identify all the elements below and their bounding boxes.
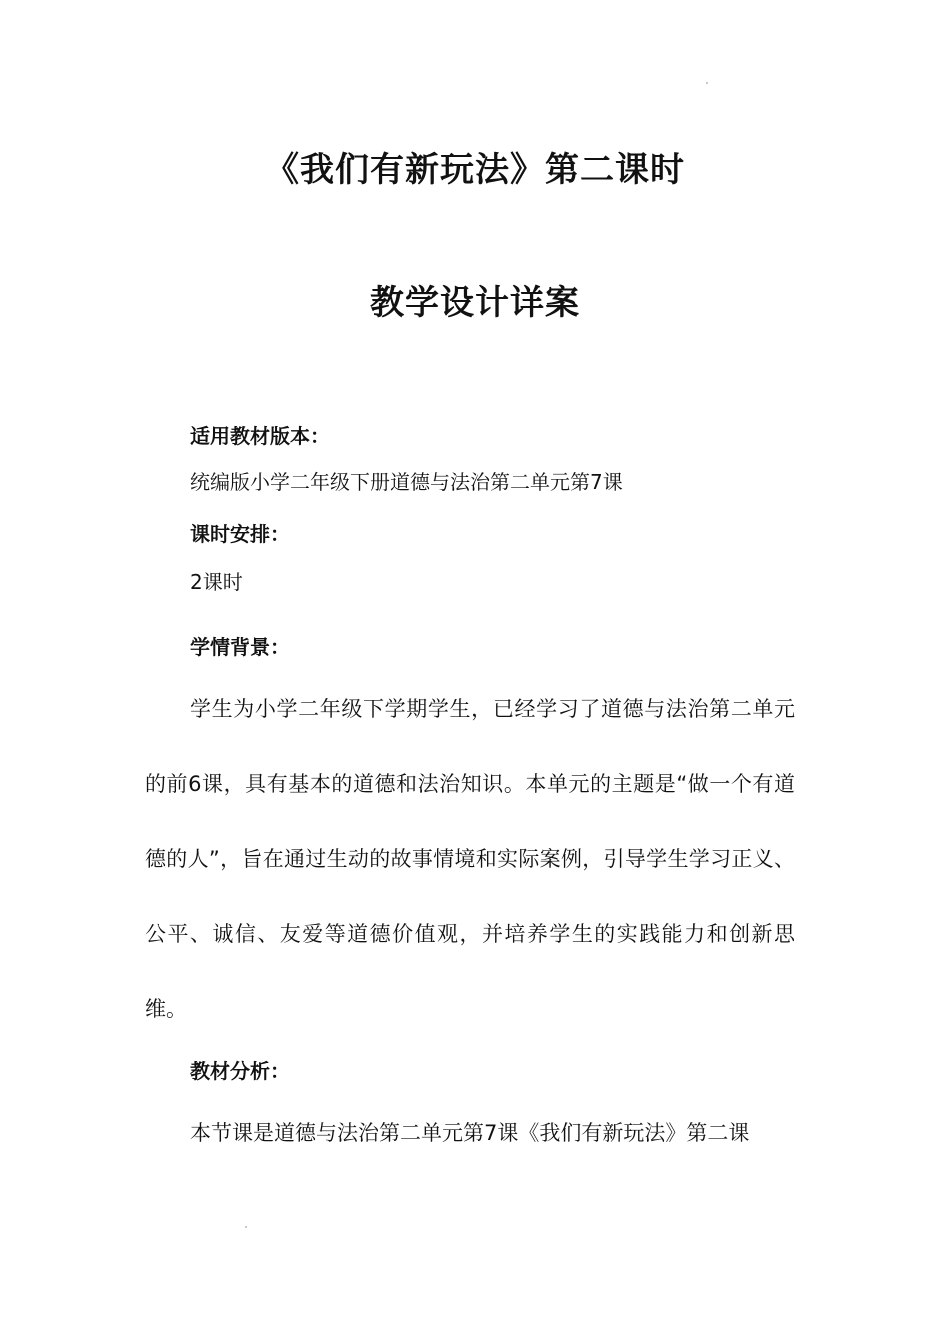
section-heading-textbook-analysis: 教材分析： [190,1059,290,1083]
textbook-analysis-paragraph: 本节课是道德与法治第二单元第7课《我们有新玩法》第二课 [190,1121,750,1145]
class-hours-text: 2课时 [190,570,243,594]
scan-speck [245,1226,247,1228]
section-heading-class-hours: 课时安排： [190,522,290,546]
scan-speck [706,82,708,84]
document-title: 《我们有新玩法》第二课时 [265,150,685,190]
section-heading-textbook-edition: 适用教材版本： [190,424,330,448]
document-subtitle: 教学设计详案 [370,283,580,323]
section-heading-student-background: 学情背景： [190,635,290,659]
student-background-paragraph: 学生为小学二年级下学期学生，已经学习了道德与法治第二单元的前6课，具有基本的道德和法治知识。本单元的主题是“做一个有道德的人”，旨在通过生动的故事情境和实际案例，引导学生学习正义、公平、诚信、友爱等道德价值观，并培养学生的实践能力和创新思维。 [145,697,795,1021]
textbook-edition-text: 统编版小学二年级下册道德与法治第二单元第7课 [190,470,623,494]
